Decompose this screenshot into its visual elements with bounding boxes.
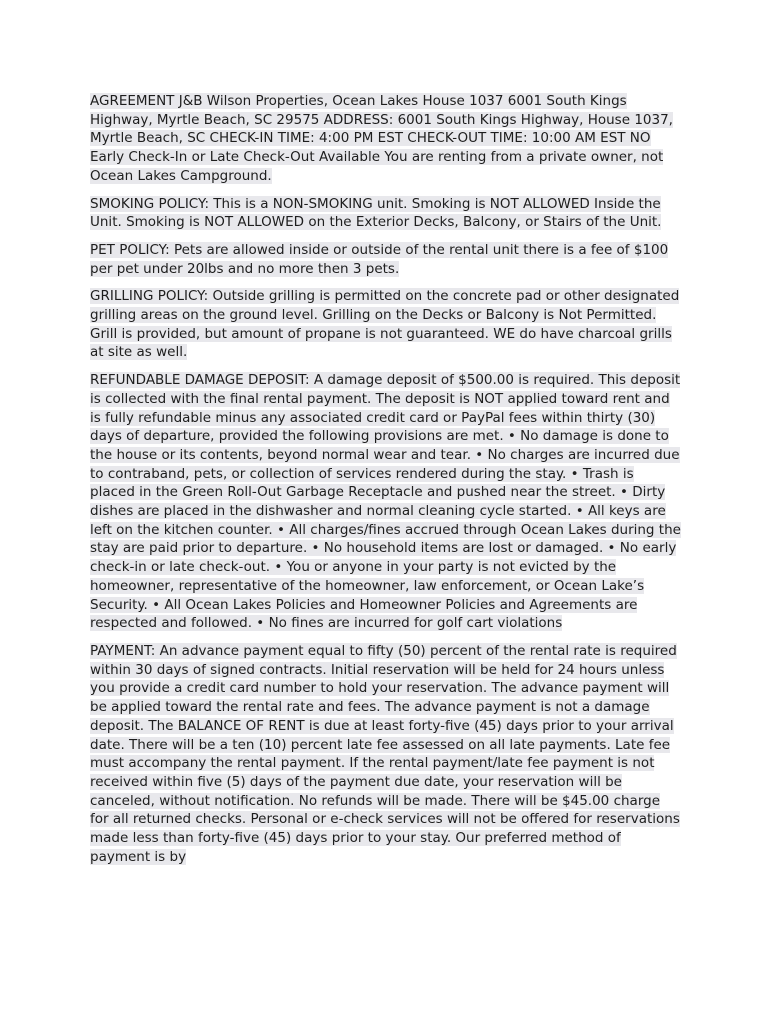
grilling-policy-paragraph bbox=[90, 287, 682, 362]
smoking-policy-text: SMOKING POLICY: This is a NON-SMOKING unit. Smoking is NOT ALLOWED Inside the Unit. Smoking is NOT ALLOWED on the Exterior Decks, Balcony, or Stairs of the Unit. bbox=[90, 195, 662, 231]
agreement-text: AGREEMENT J&B Wilson Properties, Ocean Lakes House 1037 6001 South Kings Highway, Myrtle Beach, SC 29575 ADDRESS: 6001 South Kings Highway, House 1037, Myrtle Beach, SC CHECK-IN TIME: 4:00 PM EST CHECK-OUT TIME: 10:00 AM EST NO Early Check-In or Late Check-Out Available You are renting from a private owner, not Ocean Lakes Campground. bbox=[90, 93, 673, 184]
smoking-policy-paragraph bbox=[90, 195, 682, 232]
agreement-paragraph bbox=[90, 92, 682, 186]
damage-deposit-text: REFUNDABLE DAMAGE DEPOSIT: A damage deposit of $500.00 is required. This deposit is collected with the final rental payment. The deposit is NOT applied toward rent and is fully refundable minus any associated credit card or PayPal fees within thirty (30) days of departure, provided the following provisions are met. • No damage is done to the house or its contents, beyond normal wear and tear. • No charges are incurred due to contraband, pets, or collection of services rendered during the stay. • Trash is placed in the Green Roll-Out Garbage Receptacle and pushed near the street. • Dirty dishes are placed in the dishwasher and normal cleaning cycle started. • All keys are left on the kitchen counter. • All charges/fines accrued through Ocean Lakes during the stay are paid prior to departure. • No household items are lost or damaged. • No early check-in or late check-out. • You or anyone in your party is not evicted by the homeowner, representative of the homeowner, law enforcement, or Ocean Lake’s Security. • All Ocean Lakes Policies and Homeowner Policies and Agreements are respected and followed. • No fines are incurred for golf cart violations bbox=[90, 372, 681, 632]
payment-paragraph bbox=[90, 642, 682, 866]
grilling-policy-text: GRILLING POLICY: Outside grilling is permitted on the concrete pad or other designated grilling areas on the ground level. Grilling on the Decks or Balcony is Not Permitted. Grill is provided, but amount of propane is not guaranteed. WE do have charcoal grills at site as well. bbox=[90, 288, 680, 361]
document-body bbox=[90, 92, 682, 875]
payment-text: PAYMENT: An advance payment equal to fifty (50) percent of the rental rate is required within 30 days of signed contracts. Initial reservation will be held for 24 hours unless you provide a credit card number to hold your reservation. The advance payment will be applied toward the rental rate and fees. The advance payment is not a damage deposit. The BALANCE OF RENT is due at least forty-five (45) days prior to your arrival date. There will be a ten (10) percent late fee assessed on all late payments. Late fee must accompany the rental payment. If the rental payment/late fee payment is not received within five (5) days of the payment due date, your reservation will be canceled, without notification. No refunds will be made. There will be $45.00 charge for all returned checks. Personal or e-check services will not be offered for reservations made less than forty-five (45) days prior to your stay. Our preferred method of payment is by bbox=[90, 642, 680, 865]
damage-deposit-paragraph bbox=[90, 371, 682, 633]
pet-policy-paragraph bbox=[90, 241, 682, 278]
pet-policy-text: PET POLICY: Pets are allowed inside or outside of the rental unit there is a fee of $100 per pet under 20lbs and no more then 3 pets. bbox=[90, 241, 669, 277]
